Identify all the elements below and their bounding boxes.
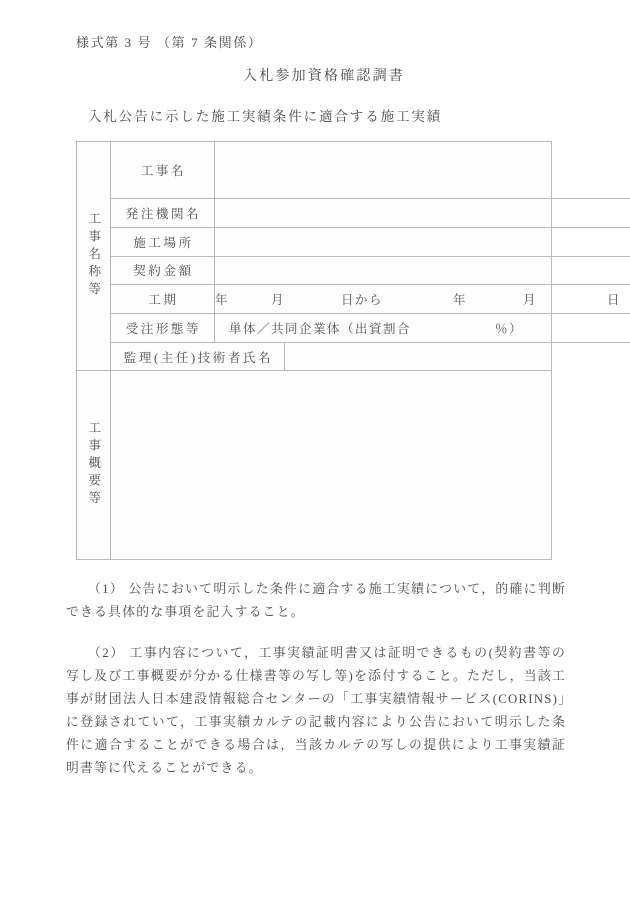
row-label-construction-period: 工期 <box>111 285 215 313</box>
form-number: 様式第 3 号 （第 7 条関係） <box>76 35 263 50</box>
category-label-text: 工事名称等 <box>86 212 101 300</box>
page-title: 入札参加資格確認調書 <box>243 69 405 84</box>
notes-section <box>66 578 566 798</box>
row-input-construction-period[interactable]: 年 月 日から 年 月 日 <box>215 293 622 308</box>
row-input-ordering-agency[interactable] <box>215 199 630 227</box>
row-label-chief-engineer-name: 監理(主任)技術者氏名 <box>111 343 285 370</box>
category-label-project-outline <box>77 371 111 559</box>
note-marker: （2） <box>88 646 125 660</box>
table-row <box>111 314 630 343</box>
note-marker: （1） <box>88 582 124 596</box>
row-input-contract-form[interactable]: 単体／共同企業体（出資割合 ％） <box>229 322 524 337</box>
row-label-contract-amount: 契約金額 <box>111 257 215 285</box>
row-label-project-name: 工事名 <box>111 142 215 198</box>
note-text: 公告において明示した条件に適合する施工実績について，的確に判断できる具体的な事項を記入すること。 <box>66 582 566 619</box>
table-row <box>111 285 630 314</box>
category-label-project-name <box>77 142 111 370</box>
table-block-project-name <box>77 142 622 371</box>
row-label-construction-site: 施工場所 <box>111 228 215 256</box>
table-row <box>111 228 630 257</box>
table-row <box>111 257 630 286</box>
table-block-project-outline <box>77 371 551 559</box>
note-item <box>66 642 566 780</box>
row-input-project-name[interactable] <box>215 142 630 198</box>
row-label-contract-form: 受注形態等 <box>111 314 215 342</box>
category-label-text: 工事概要等 <box>86 421 101 509</box>
field-row-group <box>111 142 630 370</box>
table-row <box>111 199 630 228</box>
table-row <box>111 142 630 199</box>
project-outline-input[interactable] <box>111 371 551 559</box>
note-text: 工事内容について，工事実績証明書又は証明できるもの(契約書等の写し及び工事概要が分かる仕様書等の写し等)を添付すること。ただし，当該工事が財団法人日本建設情報総合センターの「工事実績情報サービス(CORINS)」に登録されていて，工事実績カルテの記載内容により公告において明示した条件に適合することができる場合は，当該カルテの写しの提供により工事実績証明書等に代えることができる。 <box>66 646 567 775</box>
table-row <box>111 343 630 370</box>
construction-record-table <box>76 141 622 560</box>
row-input-contract-amount[interactable] <box>215 257 630 285</box>
note-item <box>66 578 566 624</box>
row-label-ordering-agency: 発注機関名 <box>111 199 215 227</box>
page-subtitle: 入札公告に示した施工実績条件に適合する施工実績 <box>88 109 443 124</box>
row-input-chief-engineer-name[interactable] <box>285 343 630 370</box>
row-input-construction-site[interactable] <box>215 228 630 256</box>
